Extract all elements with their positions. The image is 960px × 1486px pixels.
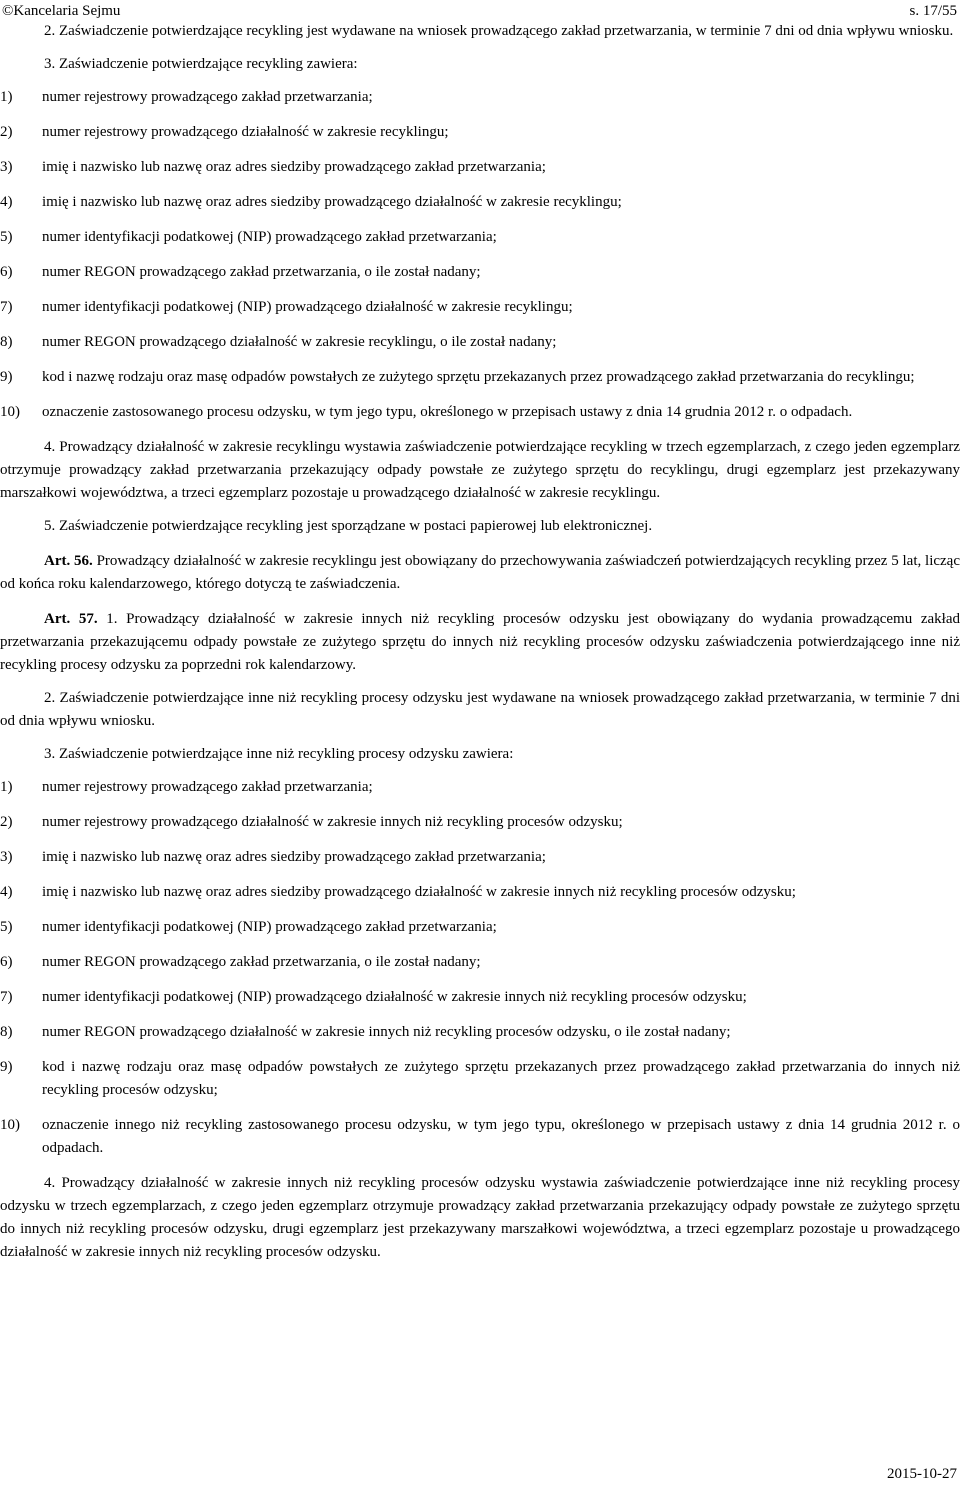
article-56-title: Art. 56. bbox=[44, 553, 93, 569]
paragraph-4: 4. Prowadzący działalność w zakresie recyklingu wystawia zaświadczenie potwierdzające recykling w trzech egzemplarzach, z czego jeden egzemplarz otrzymuje prowadzący zakład przetwarzania przekazujący odpady powstałe ze zużytego sprzętu do recyklingu, drugi egzemplarz jest przekazywany marszałkowi województwa, a trzeci egzemplarz pozostaje u prowadzącego działalność w zakresie recyklingu. bbox=[0, 439, 960, 501]
article-57-paragraph-3: 3. Zaświadczenie potwierdzające inne niż recykling procesy odzysku zawiera: bbox=[44, 746, 514, 762]
list-item bbox=[0, 226, 960, 249]
article-56 bbox=[0, 550, 960, 596]
list-item-text: imię i nazwisko lub nazwę oraz adres siedziby prowadzącego działalność w zakresie innych niż recykling procesów odzysku; bbox=[42, 884, 796, 900]
article-57-p1-text: 1. Prowadzący działalność w zakresie innych niż recykling procesów odzysku jest obowiązany do wydania prowadzącemu zakład przetwarzania przekazującemu odpady powstałe ze zużytego sprzętu do innych niż recykling procesów odzysku zaświadczenia potwierdzającego inne niż recykling procesy odzysku za poprzedni rok kalendarzowy. bbox=[0, 611, 960, 673]
list-item-text: numer identyfikacji podatkowej (NIP) prowadzącego zakład przetwarzania; bbox=[42, 229, 497, 245]
document-body bbox=[0, 20, 960, 1264]
list-item-number: 7) bbox=[0, 299, 13, 315]
list-item-number: 6) bbox=[0, 954, 13, 970]
list-item-text: oznaczenie innego niż recykling zastosowanego procesu odzysku, w tym jego typu, określonego w przepisach ustawy z dnia 14 grudnia 2012 r. o odpadach. bbox=[42, 1117, 960, 1156]
article-57-title: Art. 57. bbox=[44, 611, 98, 627]
list-item-number: 3) bbox=[0, 849, 13, 865]
list-item bbox=[0, 86, 960, 109]
header-page-number: s. 17/55 bbox=[909, 3, 957, 19]
list-item-number: 4) bbox=[0, 884, 13, 900]
list-item-text: numer rejestrowy prowadzącego zakład przetwarzania; bbox=[42, 779, 373, 795]
list-item-text: kod i nazwę rodzaju oraz masę odpadów powstałych ze zużytego sprzętu przekazanych przez prowadzącego zakład przetwarzania do innych niż recykling procesów odzysku; bbox=[42, 1059, 960, 1098]
article-56-text: Prowadzący działalność w zakresie recyklingu jest obowiązany do przechowywania zaświadczeń potwierdzających recykling przez 5 lat, licząc od końca roku kalendarzowego, którego dotyczą te zaświadczenia. bbox=[0, 553, 960, 592]
footer-date: 2015-10-27 bbox=[887, 1466, 957, 1482]
list-item bbox=[0, 331, 960, 354]
list-item bbox=[0, 191, 960, 214]
list-item-text: kod i nazwę rodzaju oraz masę odpadów powstałych ze zużytego sprzętu przekazanych przez prowadzącego zakład przetwarzania do recyklingu; bbox=[42, 369, 915, 385]
list-item-text: numer identyfikacji podatkowej (NIP) prowadzącego zakład przetwarzania; bbox=[42, 919, 497, 935]
list-item-text: numer identyfikacji podatkowej (NIP) prowadzącego działalność w zakresie innych niż recykling procesów odzysku; bbox=[42, 989, 747, 1005]
header-publisher: ©Kancelaria Sejmu bbox=[2, 3, 121, 19]
list-item-text: oznaczenie zastosowanego procesu odzysku, w tym jego typu, określonego w przepisach ustawy z dnia 14 grudnia 2012 r. o odpadach. bbox=[42, 404, 853, 420]
list-item bbox=[0, 776, 960, 799]
list-item bbox=[0, 951, 960, 974]
list-item-text: numer rejestrowy prowadzącego działalność w zakresie innych niż recykling procesów odzysku; bbox=[42, 814, 623, 830]
list-item-number: 9) bbox=[0, 369, 13, 385]
list-contents-other-recovery bbox=[0, 776, 960, 1160]
list-item bbox=[0, 986, 960, 1009]
list-item-text: numer REGON prowadzącego działalność w zakresie innych niż recykling procesów odzysku, o ile został nadany; bbox=[42, 1024, 731, 1040]
list-item-number: 9) bbox=[0, 1059, 13, 1075]
list-item bbox=[0, 916, 960, 939]
list-item bbox=[0, 811, 960, 834]
list-item bbox=[0, 156, 960, 179]
list-item bbox=[0, 846, 960, 869]
list-item-number: 7) bbox=[0, 989, 13, 1005]
list-item bbox=[0, 366, 960, 389]
list-item-number: 3) bbox=[0, 159, 13, 175]
list-item-number: 1) bbox=[0, 779, 13, 795]
article-57-paragraph-1 bbox=[0, 608, 960, 677]
list-item-text: imię i nazwisko lub nazwę oraz adres siedziby prowadzącego działalność w zakresie recyklingu; bbox=[42, 194, 622, 210]
list-item-number: 8) bbox=[0, 334, 13, 350]
list-item-number: 1) bbox=[0, 89, 13, 105]
list-item bbox=[0, 261, 960, 284]
list-contents-recycling bbox=[0, 86, 960, 424]
list-item-text: numer rejestrowy prowadzącego zakład przetwarzania; bbox=[42, 89, 373, 105]
list-item-number: 2) bbox=[0, 814, 13, 830]
list-item bbox=[0, 121, 960, 144]
list-item-text: imię i nazwisko lub nazwę oraz adres siedziby prowadzącego zakład przetwarzania; bbox=[42, 849, 546, 865]
list-item-text: numer REGON prowadzącego zakład przetwarzania, o ile został nadany; bbox=[42, 954, 481, 970]
list-item bbox=[0, 881, 960, 904]
list-item-text: numer rejestrowy prowadzącego działalność w zakresie recyklingu; bbox=[42, 124, 449, 140]
list-item-number: 4) bbox=[0, 194, 13, 210]
list-item-number: 2) bbox=[0, 124, 13, 140]
list-item-text: imię i nazwisko lub nazwę oraz adres siedziby prowadzącego zakład przetwarzania; bbox=[42, 159, 546, 175]
article-57-paragraph-2: 2. Zaświadczenie potwierdzające inne niż recykling procesy odzysku jest wydawane na wniosek prowadzącego zakład przetwarzania, w terminie 7 dni od dnia wpływu wniosku. bbox=[0, 690, 960, 729]
paragraph-2: 2. Zaświadczenie potwierdzające recykling jest wydawane na wniosek prowadzącego zakład przetwarzania, w terminie 7 dni od dnia wpływu wniosku. bbox=[44, 23, 954, 39]
list-item-number: 10) bbox=[0, 1117, 20, 1133]
list-item-number: 5) bbox=[0, 919, 13, 935]
paragraph-5: 5. Zaświadczenie potwierdzające recykling jest sporządzane w postaci papierowej lub elektronicznej. bbox=[44, 518, 653, 534]
list-item bbox=[0, 1021, 960, 1044]
list-item-number: 10) bbox=[0, 404, 20, 420]
list-item bbox=[0, 1114, 960, 1160]
list-item-number: 5) bbox=[0, 229, 13, 245]
list-item bbox=[0, 1056, 960, 1102]
list-item-number: 6) bbox=[0, 264, 13, 280]
list-item-number: 8) bbox=[0, 1024, 13, 1040]
list-item bbox=[0, 296, 960, 319]
list-item-text: numer REGON prowadzącego działalność w zakresie recyklingu, o ile został nadany; bbox=[42, 334, 557, 350]
list-item-text: numer identyfikacji podatkowej (NIP) prowadzącego działalność w zakresie recyklingu; bbox=[42, 299, 573, 315]
article-57-paragraph-4: 4. Prowadzący działalność w zakresie innych niż recykling procesów odzysku wystawia zaświadczenie potwierdzające inne niż recykling procesy odzysku w trzech egzemplarzach, z czego jeden egzemplarz otrzymuje prowadzący zakład przetwarzania przekazujący odpady powstałe ze zużytego sprzętu do innych niż recykling procesów odzysku, drugi egzemplarz jest przekazywany marszałkowi województwa, a trzeci egzemplarz pozostaje u prowadzącego działalność w zakresie innych niż recykling procesów odzysku. bbox=[0, 1175, 960, 1260]
list-item bbox=[0, 401, 960, 424]
paragraph-3: 3. Zaświadczenie potwierdzające recykling zawiera: bbox=[44, 56, 358, 72]
list-item-text: numer REGON prowadzącego zakład przetwarzania, o ile został nadany; bbox=[42, 264, 481, 280]
